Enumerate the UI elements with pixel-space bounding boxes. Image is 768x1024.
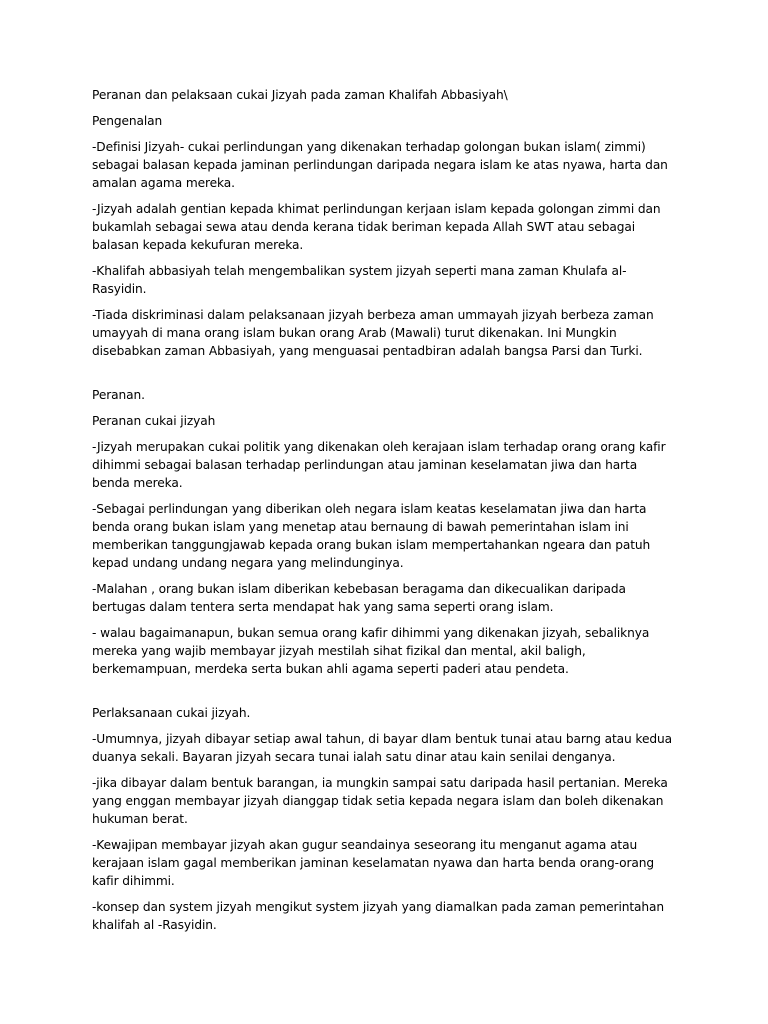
implementation-paragraph: -konsep dan system jizyah mengikut system jizyah yang diamalkan pada zaman pemerintahan khalifah al -Rasyidin. (92, 900, 665, 932)
blank-line (92, 368, 678, 386)
section-heading-role: Peranan. (92, 388, 145, 402)
blank-line (92, 686, 678, 704)
implementation-paragraph: -jika dibayar dalam bentuk barangan, ia mungkin sampai satu daripada hasil pertanian. Mereka yang enggan membayar jizyah dianggap tidak setia kepada negara islam dan boleh dikenakan hukuman berat. (92, 776, 668, 826)
intro-paragraph: -Definisi Jizyah- cukai perlindungan yang dikenakan terhadap golongan bukan islam( zimmi) sebagai balasan kepada jaminan perlindungan daripada negara islam ke atas nyawa, harta dan amalan agama mereka. (92, 140, 668, 190)
role-paragraph: -Jizyah merupakan cukai politik yang dikenakan oleh kerajaan islam terhadap orang orang kafir dihimmi sebagai balasan terhadap perlindungan atau jaminan keselamatan jiwa dan harta benda mereka. (92, 440, 666, 490)
document-title: Peranan dan pelaksaan cukai Jizyah pada zaman Khalifah Abbasiyah\ (92, 88, 508, 102)
intro-paragraph: -Khalifah abbasiyah telah mengembalikan system jizyah seperti mana zaman Khulafa al- Rasyidin. (92, 264, 627, 296)
section-heading-implementation: Perlaksanaan cukai jizyah. (92, 706, 251, 720)
implementation-paragraph: -Kewajipan membayar jizyah akan gugur seandainya seseorang itu menganut agama atau kerajaan islam gagal memberikan jaminan keselamatan nyawa dan harta benda orang-orang kafir dihimmi. (92, 838, 655, 888)
role-paragraph: -Sebagai perlindungan yang diberikan oleh negara islam keatas keselamatan jiwa dan harta benda orang bukan islam yang menetap atau bernaung di bawah pemerintahan islam ini memberikan tanggungjawab kepada orang bukan islam mempertahankan ngeara dan patuh kepad undang undang negara yang melindunginya. (92, 502, 651, 570)
section-subheading-role: Peranan cukai jizyah (92, 414, 216, 428)
document-page (92, 86, 678, 942)
role-paragraph: - walau bagaimanapun, bukan semua orang kafir dihimmi yang dikenakan jizyah, sebaliknya mereka yang wajib membayar jizyah mestilah sihat fizikal dan mental, akil baligh, berkemampuan, merdeka serta bukan ahli agama seperti paderi atau pendeta. (92, 626, 650, 676)
role-paragraph: -Malahan , orang bukan islam diberikan kebebasan beragama dan dikecualikan daripada bertugas dalam tentera serta mendapat hak yang sama seperti orang islam. (92, 582, 626, 614)
intro-paragraph: -Tiada diskriminasi dalam pelaksanaan jizyah berbeza aman ummayah jizyah berbeza zaman umayyah di mana orang islam bukan orang Arab (Mawali) turut dikenakan. Ini Mungkin disebabkan zaman Abbasiyah, yang menguasai pentadbiran adalah bangsa Parsi dan Turki. (92, 308, 654, 358)
intro-paragraph: -Jizyah adalah gentian kepada khimat perlindungan kerjaan islam kepada golongan zimmi dan bukamlah sebagai sewa atau denda kerana tidak beriman kepada Allah SWT atau sebagai balasan kepada kekufuran mereka. (92, 202, 661, 252)
implementation-paragraph: -Umumnya, jizyah dibayar setiap awal tahun, di bayar dlam bentuk tunai atau barng atau kedua duanya sekali. Bayaran jizyah secara tunai ialah satu dinar atau kain senilai denganya. (92, 732, 672, 764)
section-heading-intro: Pengenalan (92, 114, 163, 128)
